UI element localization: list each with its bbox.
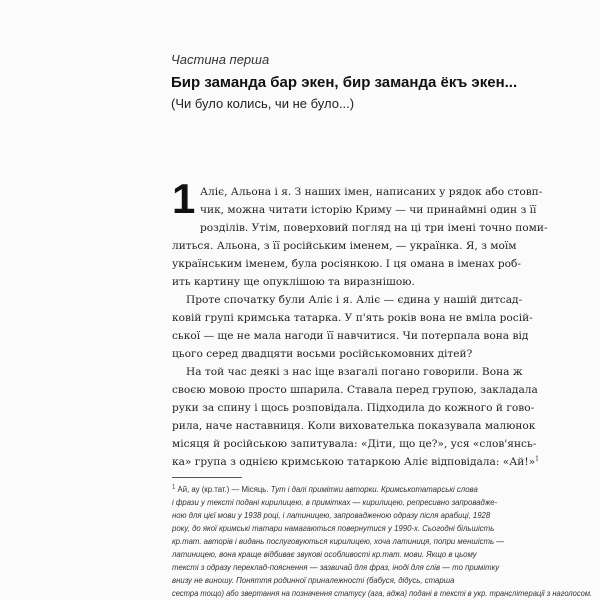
footnote-italic: ною для цієї мови у 1938 році, і латиницею, запровадженою одразу після арабиці, 1928: [172, 511, 491, 520]
footnote-line: [172, 499, 497, 507]
footnote-plain: Ай, ау (кр.тат.) — Місяць.: [175, 485, 271, 494]
footnote-line: [172, 590, 592, 598]
footnote-line: [172, 512, 490, 520]
part-label: Частина перша: [171, 52, 270, 67]
footnote-line: [172, 538, 504, 546]
footnote-line: [172, 486, 478, 494]
chapter-title: Бир заманда бар экен, бир заманда ёкъ экен...: [171, 74, 518, 91]
body-line: своєю мовою просто шпарила. Ставала перед групою, закладала: [172, 384, 538, 396]
footnote-italic: року, до якої кримські татари намагаються повернутися у 1990-х. Сьогодні більшість: [172, 524, 495, 533]
footnote-italic: латиницею, вона краще відбиває звукові особливості кр.тат. мови. Якщо в цьому: [172, 550, 477, 559]
footnote-number: 1: [172, 484, 176, 491]
body-line: українським іменем, була росіянкою. І ця омана в іменах роб-: [172, 258, 521, 270]
body-line: Проте спочатку були Аліє і я. Аліє — єдина у нашій дитсад-: [186, 294, 523, 306]
footnote-line: [172, 551, 477, 559]
body-line: місяця й російською запитувала: «Діти, що це?», уся «слов'янсь-: [172, 438, 537, 450]
body-line: розділів. Утім, поверховий погляд на ці три імені точно поми-: [200, 222, 548, 234]
body-line: ить картину ще опуклішою та виразнішою.: [172, 276, 415, 288]
body-line: ської — ще не мала нагоди її навчитися. Чи потерпала вона від: [172, 330, 529, 342]
footnote-line: [172, 525, 494, 533]
footnote-italic: внизу не виношу. Поняття родинної приналежності (бабуся, дідусь, старша: [172, 576, 455, 585]
chapter-subtitle: (Чи було колись, чи не було...): [171, 96, 355, 111]
body-line: [172, 457, 539, 468]
footnote-line: [172, 577, 454, 585]
footnote-divider: [172, 477, 242, 478]
chapter-number: 1: [172, 175, 196, 222]
footnote-italic: сестра тощо) або звертання на позначення статусу (ага, аджа) подані в тексті в укр.: [172, 589, 488, 598]
body-line: цього серед двадцяти восьми російськомовних дітей?: [172, 348, 473, 360]
body-line: руки за спину і щось розповідала. Підходила до кожного й гово-: [172, 402, 535, 414]
footnote-italic: Тут і далі примітки авторки. Кримськотатарські слова: [270, 485, 478, 494]
body-line: рила, наче наставниця. Коли вихователька показувала малюнок: [172, 420, 536, 432]
footnote-italic: і фрази у тексті подані кирилицею, в примітках — кирилицею, репресивно запровадже-: [172, 498, 498, 507]
footnote-marker: 1: [535, 455, 539, 463]
body-line: чик, можна читати історію Криму — чи принаймні один з її: [200, 204, 537, 216]
footnote-italic: кр.тат. авторів і видань послуговуються кирилицею, хоча латиниця, попри меншість —: [172, 537, 505, 546]
body-line: Аліє, Альона і я. З наших імен, написаних у рядок або стовп-: [200, 186, 543, 198]
footnote-italic: тексті з одразу переклад-пояснення — зазвичай для фраз, іноді для слів — то примітку: [172, 563, 500, 572]
footnote-line: [172, 564, 499, 572]
body-line: На той час деякі з нас іще взагалі погано говорили. Вона ж: [186, 366, 523, 378]
footnote-italic: транслітерації з наголосом.: [487, 589, 593, 598]
body-line-text: ка» група з однією кримською татаркою Аліє відповідала: «Ай!»: [172, 456, 536, 468]
body-line: ковій групі кримська татарка. У п'ять років вона не вміла росій-: [172, 312, 533, 324]
body-line: литься. Альона, з її російським іменем, — українка. Я, з моїм: [172, 240, 517, 252]
